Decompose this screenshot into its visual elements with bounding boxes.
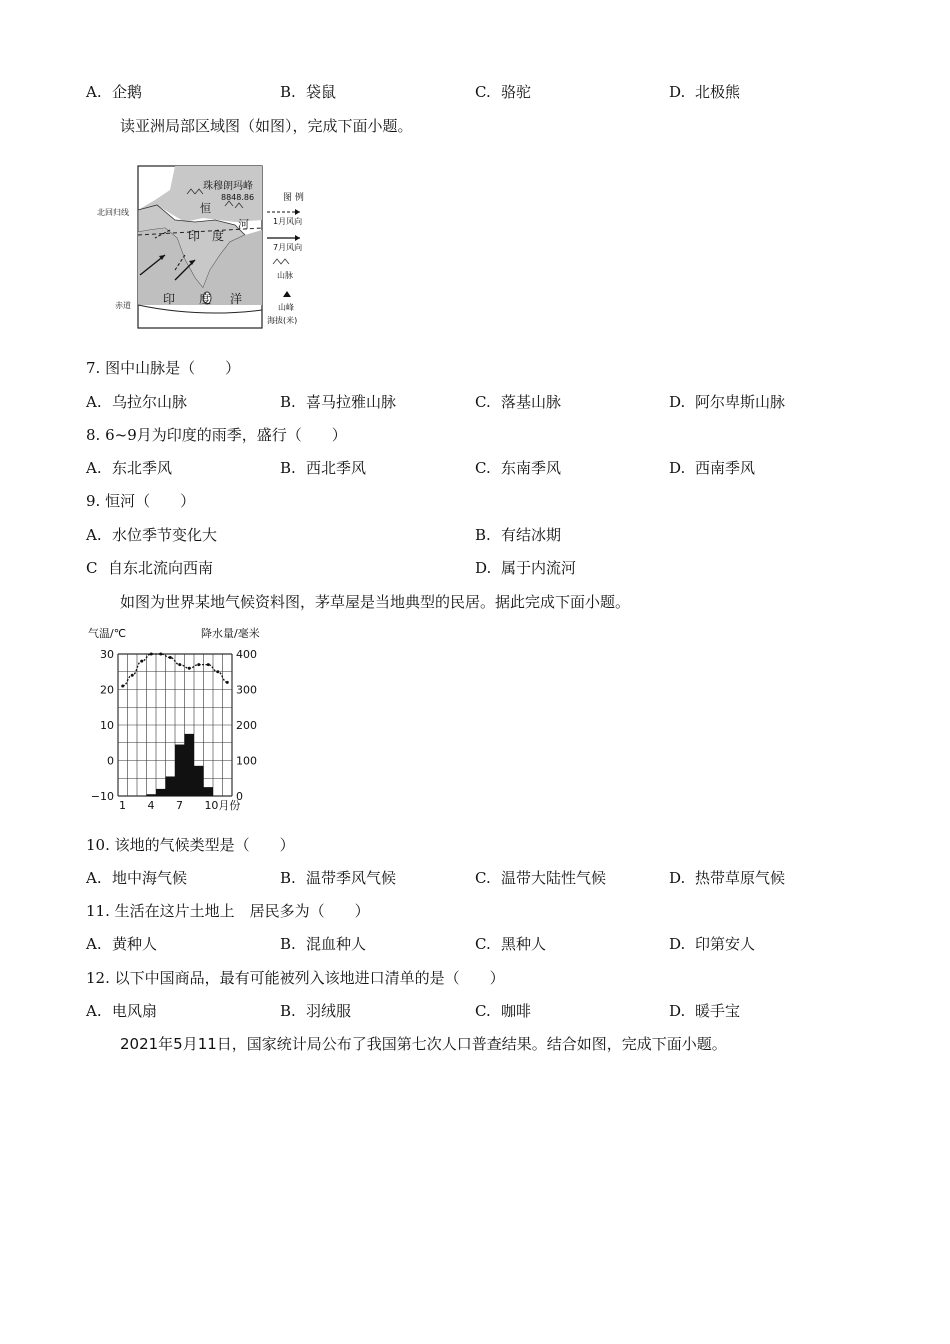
tick-x: 1 <box>118 799 126 812</box>
temp-point <box>216 670 219 673</box>
legend-mountain-icon <box>273 259 289 264</box>
country-char-2: 度 <box>212 229 225 243</box>
q9-option-d: D. 属于内流河 <box>475 559 577 577</box>
tick-left: 30 <box>100 648 114 661</box>
q7-option-d: D. 阿尔卑斯山脉 <box>669 393 786 411</box>
peak-name: 珠穆朗玛峰 <box>203 181 253 192</box>
peak-height: 8848.86 <box>221 193 255 202</box>
precip-bar <box>194 766 204 796</box>
q8-option-a: A. 东北季风 <box>86 459 173 477</box>
precip-bar <box>147 794 157 796</box>
legend-peak-icon <box>283 291 291 297</box>
precip-bar <box>185 734 195 796</box>
ylabel-left: 气温/℃ <box>88 627 127 640</box>
q7-option-a: A. 乌拉尔山脉 <box>86 393 188 411</box>
temp-point <box>140 660 143 663</box>
q11-option-d: D. 印第安人 <box>669 935 756 953</box>
q11-option-a: A. 黄种人 <box>86 935 158 953</box>
temp-point <box>207 663 210 666</box>
q6-option-a: A. 企鹅 <box>86 83 143 101</box>
climate-chart <box>86 624 276 814</box>
tick-left: 10 <box>100 719 114 732</box>
tick-right: 400 <box>236 648 257 661</box>
q8-stem: 8. 6~9月为印度的雨季，盛行（ ） <box>86 426 347 444</box>
river-char-2: 河 <box>238 218 249 231</box>
legend-title: 图 例 <box>283 193 304 203</box>
tick-x: 4 <box>147 799 155 812</box>
tick-right: 200 <box>236 719 257 732</box>
asia-map-figure <box>95 160 310 335</box>
q9-option-c: C 自东北流向西南 <box>86 559 214 577</box>
tick-x: 10月份 <box>204 799 241 812</box>
ocean-char-1: 印 <box>163 292 176 306</box>
temp-point <box>159 653 162 656</box>
temp-point <box>178 663 181 666</box>
q10-option-b: B. 温带季风气候 <box>280 869 397 887</box>
q6-option-d: D. 北极熊 <box>669 83 741 101</box>
legend-jul: 7月风向 <box>273 243 303 252</box>
ocean-char-3: 洋 <box>230 292 243 306</box>
q9-option-a: A. 水位季节变化大 <box>86 526 218 544</box>
q12-option-b: B. 羽绒服 <box>280 1002 352 1020</box>
q10-stem: 10. 该地的气候类型是（ ） <box>86 836 295 854</box>
intro-asia: 读亚洲局部区域图（如图），完成下面小题。 <box>120 117 413 135</box>
q8-option-b: B. 西北季风 <box>280 459 367 477</box>
temp-point <box>188 667 191 670</box>
precip-bar <box>166 776 176 796</box>
river-char-1: 恒 <box>200 202 211 215</box>
q12-option-c: C. 咖啡 <box>475 1002 532 1020</box>
q7-stem: 7. 图中山脉是（ ） <box>86 359 241 377</box>
q6-option-c: C. 骆驼 <box>475 83 532 101</box>
tick-left: 20 <box>100 683 114 697</box>
country-char-1: 印 <box>188 229 201 243</box>
q11-stem: 11. 生活在这片土地上 居民多为（ ） <box>86 902 370 920</box>
q10-option-a: A. 地中海气候 <box>86 869 188 887</box>
intro-climate: 如图为世界某地气候资料图，茅草屋是当地典型的民居。据此完成下面小题。 <box>120 593 631 611</box>
precip-bars <box>147 734 214 796</box>
temp-point <box>150 653 153 656</box>
precip-bar <box>156 789 166 796</box>
q8-option-c: C. 东南季风 <box>475 459 562 477</box>
ocean-char-2: 度 <box>199 292 212 306</box>
tick-x: 7 <box>175 799 183 812</box>
q10-option-c: C. 温带大陆性气候 <box>475 869 607 887</box>
temp-point <box>226 681 229 684</box>
q10-option-d: D. 热带草原气候 <box>669 869 786 887</box>
q6-option-b: B. 袋鼠 <box>280 83 337 101</box>
precip-bar <box>204 787 214 796</box>
tick-right: 300 <box>236 683 257 697</box>
tick-right: 0 <box>236 790 243 803</box>
legend-jan: 1月风向 <box>273 217 303 226</box>
q9-option-b: B. 有结冰期 <box>475 526 562 544</box>
q12-option-d: D. 暖手宝 <box>669 1002 741 1020</box>
q7-option-c: C. 落基山脉 <box>475 393 562 411</box>
legend-peak: 山峰 <box>278 303 294 312</box>
ylabel-right: 降水量/毫米 <box>201 627 260 640</box>
q8-option-d: D. 西南季风 <box>669 459 756 477</box>
temp-point <box>197 663 200 666</box>
q11-option-b: B. 混血种人 <box>280 935 367 953</box>
temp-point <box>169 656 172 659</box>
tick-left: −10 <box>90 790 114 803</box>
legend-mountain: 山脉 <box>277 271 293 280</box>
q7-option-b: B. 喜马拉雅山脉 <box>280 393 397 411</box>
precip-bar <box>175 745 185 796</box>
temp-point <box>131 674 134 677</box>
q9-stem: 9. 恒河（ ） <box>86 492 196 510</box>
tropic-label: 北回归线 <box>97 208 129 217</box>
q12-option-a: A. 电风扇 <box>86 1002 158 1020</box>
intro-census: 2021年5月11日，国家统计局公布了我国第七次人口普查结果。结合如图，完成下面小题。 <box>120 1035 727 1053</box>
tick-right: 100 <box>236 754 257 768</box>
legend-altitude: 海拔(米) <box>267 316 298 325</box>
tick-left: 0 <box>107 754 114 768</box>
q11-option-c: C. 黑种人 <box>475 935 547 953</box>
temp-point <box>121 684 124 687</box>
equator-label: 赤道 <box>115 301 131 310</box>
q12-stem: 12. 以下中国商品，最有可能被列入该地进口清单的是（ ） <box>86 969 505 987</box>
